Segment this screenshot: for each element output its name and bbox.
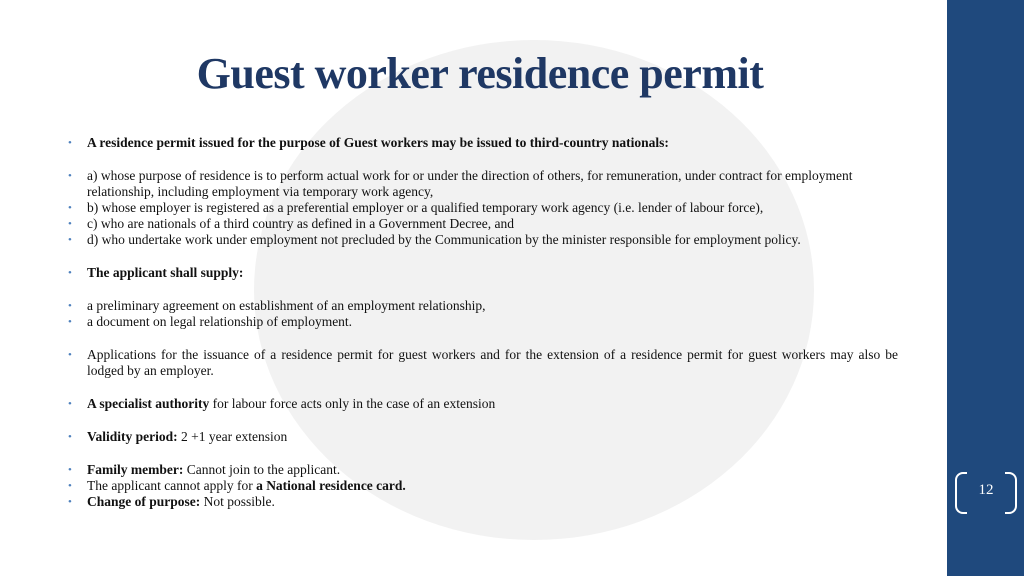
list-item bbox=[68, 200, 898, 216]
specialist-label: A specialist authority bbox=[87, 396, 210, 411]
condition-d: d) who undertake work under employment not precluded by the Communication by the minister responsible for employment policy. bbox=[87, 232, 801, 247]
validity-label: Validity period: bbox=[87, 429, 178, 444]
list-item bbox=[68, 494, 898, 510]
list-item bbox=[68, 265, 898, 281]
intro-text: A residence permit issued for the purpose of Guest workers may be issued to third-country nationals: bbox=[87, 135, 669, 150]
bullet-icon: • bbox=[68, 267, 72, 279]
specialist-text: for labour force acts only in the case of an extension bbox=[209, 396, 496, 411]
list-item bbox=[68, 347, 898, 379]
bullet-icon: • bbox=[68, 137, 72, 149]
slide-content bbox=[68, 135, 898, 510]
page-number: 12 bbox=[978, 482, 994, 498]
condition-a: a) whose purpose of residence is to perform actual work for or under the direction of others, for remuneration, under contract for employment relationship, including employment via temporary work agency, bbox=[87, 168, 853, 199]
bullet-icon: • bbox=[68, 464, 72, 476]
list-item bbox=[68, 396, 898, 412]
slide-title: Guest worker residence permit bbox=[196, 49, 764, 98]
supply-heading: The applicant shall supply: bbox=[87, 265, 244, 280]
list-item bbox=[68, 135, 898, 151]
bullet-icon: • bbox=[68, 398, 72, 410]
bullet-icon: • bbox=[68, 349, 72, 361]
bullet-icon: • bbox=[68, 431, 72, 443]
list-item bbox=[68, 298, 898, 314]
bullet-icon: • bbox=[68, 480, 72, 492]
bullet-icon: • bbox=[68, 218, 72, 230]
bullet-icon: • bbox=[68, 496, 72, 508]
bullet-icon: • bbox=[68, 316, 72, 328]
condition-b: b) whose employer is registered as a preferential employer or a qualified temporary work agency (i.e. lender of labour force), bbox=[87, 200, 764, 215]
list-item bbox=[68, 314, 898, 330]
list-item bbox=[68, 216, 898, 232]
national-label: a National residence card. bbox=[256, 478, 406, 493]
list-item bbox=[68, 462, 898, 478]
national-text: The applicant cannot apply for bbox=[87, 478, 257, 493]
family-text: Cannot join to the applicant. bbox=[183, 462, 341, 477]
bullet-icon: • bbox=[68, 234, 72, 246]
supply-item-1: a preliminary agreement on establishment of an employment relationship, bbox=[87, 298, 486, 313]
page-number-badge bbox=[955, 472, 1017, 514]
change-text: Not possible. bbox=[200, 494, 275, 509]
family-label: Family member: bbox=[87, 462, 184, 477]
list-item bbox=[68, 429, 898, 445]
bullet-icon: • bbox=[68, 300, 72, 312]
employer-lodge-text: Applications for the issuance of a residence permit for guest workers and for the extension of a residence permit for guest workers may also be lodged by an employer. bbox=[87, 347, 898, 378]
bullet-icon: • bbox=[68, 202, 72, 214]
validity-text: 2 +1 year extension bbox=[177, 429, 288, 444]
list-item bbox=[68, 478, 898, 494]
list-item bbox=[68, 232, 898, 248]
bullet-icon: • bbox=[68, 170, 72, 182]
change-label: Change of purpose: bbox=[87, 494, 201, 509]
list-item bbox=[68, 168, 898, 200]
supply-item-2: a document on legal relationship of employment. bbox=[87, 314, 353, 329]
condition-c: c) who are nationals of a third country as defined in a Government Decree, and bbox=[87, 216, 514, 231]
